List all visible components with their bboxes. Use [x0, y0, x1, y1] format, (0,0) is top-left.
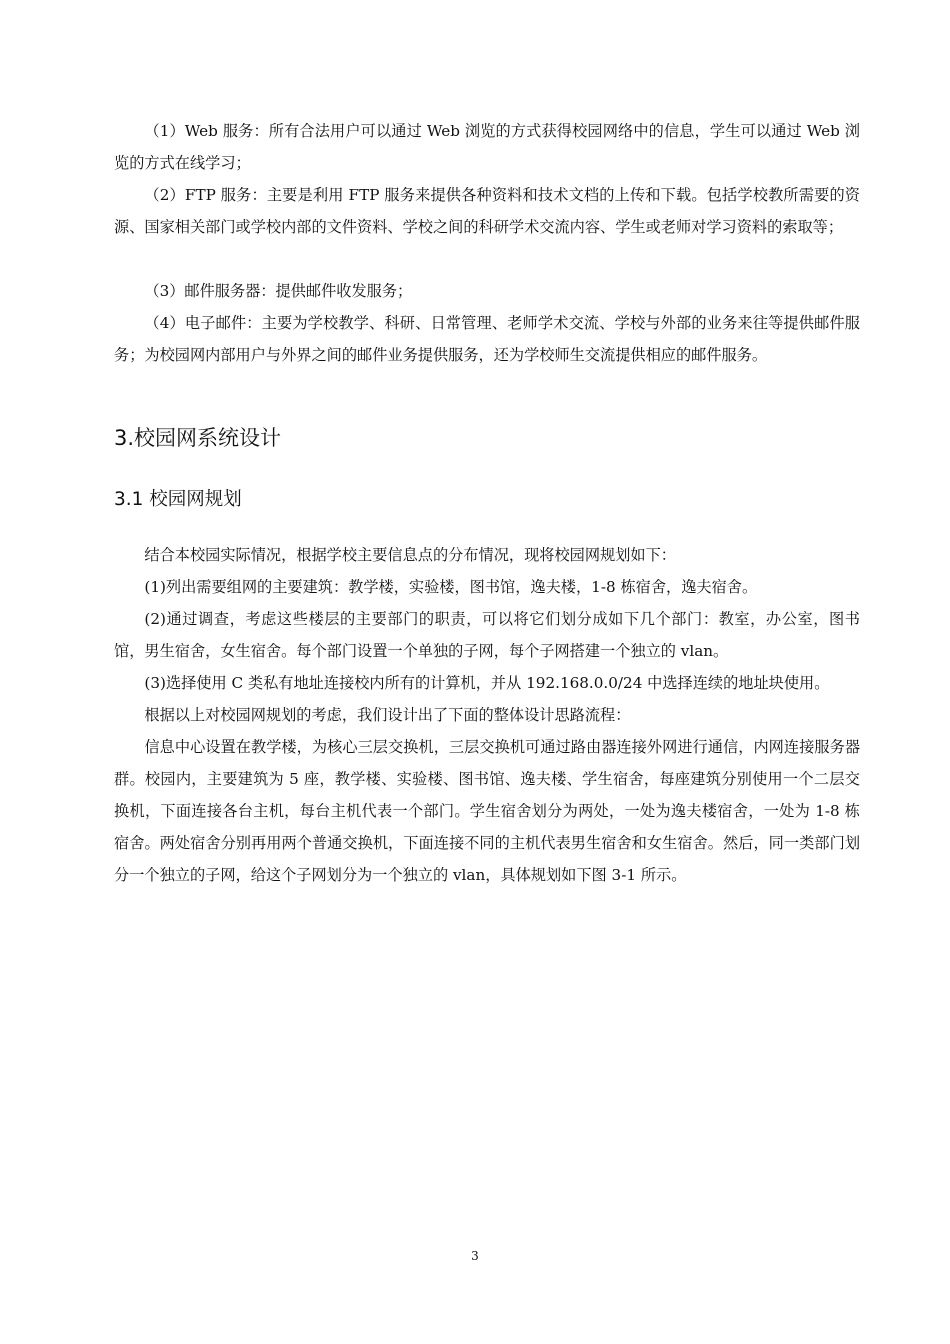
paragraph-web-service: （1）Web 服务：所有合法用户可以通过 Web 浏览的方式获得校园网络中的信息，学生可以通过 Web 浏览的方式在线学习；	[114, 122, 860, 172]
subsection-heading: 3.1 校园网规划	[114, 489, 242, 510]
paragraph-addressing: (3)选择使用 C 类私有地址连接校内所有的计算机，并从 192.168.0.0/24 中选择连续的地址块使用。	[144, 674, 830, 692]
paragraph-mail-server: （3）邮件服务器：提供邮件收发服务；	[144, 282, 413, 300]
paragraph-design-flow: 根据以上对校园网规划的考虑，我们设计出了下面的整体设计思路流程：	[144, 706, 631, 724]
paragraph-email: （4）电子邮件：主要为学校教学、科研、日常管理、老师学术交流、学校与外部的业务来往等提供邮件服务；为校园网内部用户与外界之间的邮件业务提供服务，还为学校师生交流提供相应的邮件服务。	[114, 314, 860, 364]
section-heading: 3.校园网系统设计	[114, 426, 282, 450]
page-number: 3	[471, 1249, 479, 1263]
paragraph-network-detail: 信息中心设置在教学楼，为核心三层交换机，三层交换机可通过路由器连接外网进行通信，内网连接服务器群。校园内，主要建筑为 5 座，教学楼、实验楼、图书馆、逸夫楼、学生宿舍，每座建筑分别使用一个二层交换机，下面连接各台主机，每台主机代表一个部门。学生宿舍划分为两处，一处为逸夫楼宿舍，一处为 1-8 栋宿舍。两处宿舍分别再用两个普通交换机，下面连接不同的主机代表男生宿舍和女生宿舍。然后，同一类部门划分一个独立的子网，给这个子网划分为一个独立的 vlan，具体规划如下图 3-1 所示。	[114, 738, 860, 884]
paragraph-ftp-service: （2）FTP 服务：主要是利用 FTP 服务来提供各种资料和技术文档的上传和下载。包括学校教所需要的资源、国家相关部门或学校内部的文件资料、学校之间的科研学术交流内容、学生或老师对学习资料的索取等；	[114, 186, 860, 236]
paragraph-departments: (2)通过调查，考虑这些楼层的主要部门的职责，可以将它们划分成如下几个部门：教室，办公室，图书馆，男生宿舍，女生宿舍。每个部门设置一个单独的子网，每个子网搭建一个独立的 vlan。	[114, 610, 860, 660]
paragraph-planning-intro: 结合本校园实际情况，根据学校主要信息点的分布情况，现将校园网规划如下：	[144, 546, 676, 564]
paragraph-buildings: (1)列出需要组网的主要建筑：教学楼，实验楼，图书馆，逸夫楼，1-8 栋宿舍，逸夫宿舍。	[144, 578, 758, 596]
